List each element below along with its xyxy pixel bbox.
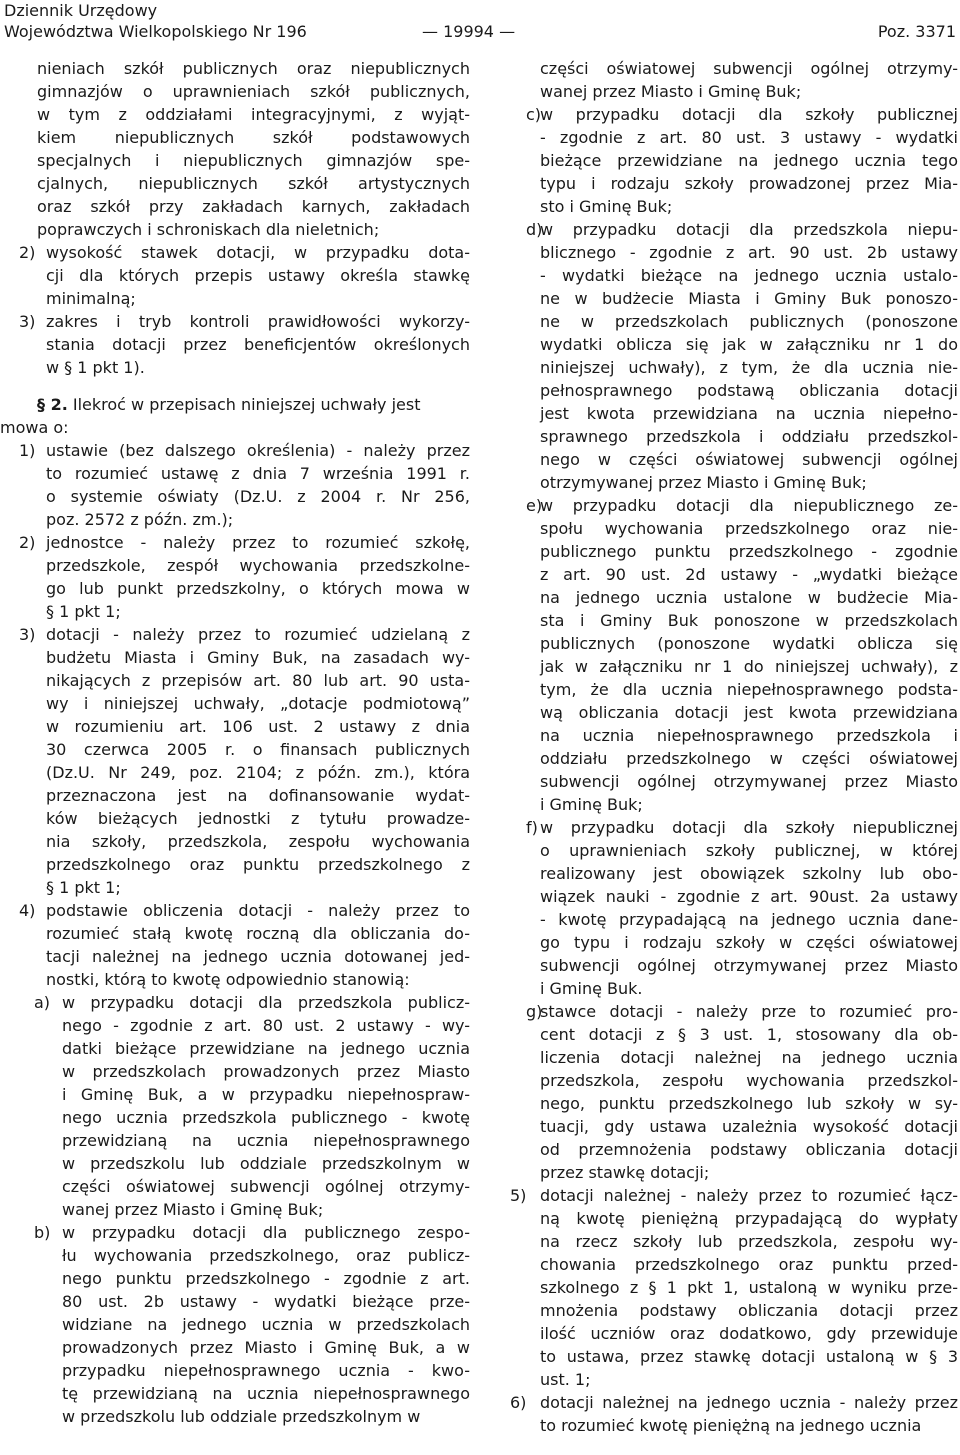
text-lines [540, 57, 958, 103]
text-line: w przypadku dotacji dla szkoły publicznej [540, 105, 958, 124]
text-line: realizowany jest obowiązek szkolny lub obo- [540, 864, 958, 883]
text-line: otrzymywanej przez Miasto i Gminę Buk; [540, 473, 867, 492]
item-letter: a) [34, 993, 51, 1012]
item-letter: f) [526, 818, 538, 837]
text-line: to ustawa, przez stawkę dotacji ustaloną w § 3 [540, 1347, 958, 1366]
text-line: nikających z przepisów art. 80 lub art. 90 usta- [46, 671, 470, 690]
text-line: sprawnego przedszkola i oddziału przedszkol- [540, 427, 958, 446]
item-letter: b) [34, 1223, 51, 1242]
text-lines [46, 241, 470, 310]
text-line: i Gminę Buk; [540, 795, 643, 814]
continued-item [500, 57, 958, 103]
text-line: wy i niniejszej uchwały, „dotacje podmiotową” [46, 694, 470, 713]
text-line: w przypadku dotacji dla publicznego zespo- [62, 1223, 470, 1242]
text-line: wą obliczania dotacji jest kwota przewidziana [540, 703, 958, 722]
text-line: na ucznia niepełnosprawnego przedszkola i [540, 726, 958, 745]
text-line: podstawie obliczenia dotacji - należy przez to [46, 901, 470, 920]
item-number: 2) [19, 243, 36, 262]
item-number: 3) [19, 625, 36, 644]
text-line: dotacji należnej - należy przez to rozumieć łącz- [540, 1186, 958, 1205]
text-line: ilość uczniów oraz dodatkowo, gdy przewiduje [540, 1324, 958, 1343]
item-letter: e) [526, 496, 543, 515]
text-lines [540, 1184, 958, 1391]
section-intro-cont: mowa o: [0, 418, 69, 437]
text-line: go typu i rodzaju szkoły w części oświatowej [540, 933, 958, 952]
text-line: nia szkoły, przedszkola, zespołu wychowania [46, 832, 470, 851]
text-line: części oświatowej subwencji ogólnej otrzymy- [62, 1177, 470, 1196]
text-line: blicznego - zgodnie z art. 90 ust. 2b ustawy [540, 243, 958, 262]
item-number: 6) [510, 1393, 527, 1412]
text-line: w tym z oddziałami integracyjnymi, z wyjąt- [37, 105, 470, 124]
text-line: (Dz.U. Nr 249, poz. 2104; z późn. zm.), która [46, 763, 470, 782]
text-line: poprawczych i schroniskach dla nieletnich; [37, 220, 380, 239]
text-line: tym, że dla ucznia niepełnosprawnego podsta- [540, 680, 958, 699]
text-line: stania dotacji przez beneficjentów określonych [46, 335, 470, 354]
text-line: przez stawkę dotacji; [540, 1163, 710, 1182]
text-line: przeznaczona jest na dofinansowanie wydat- [46, 786, 470, 805]
text-line: nostki, którą to kwotę odpowiednio stanowią: [46, 970, 410, 989]
item-letter: g) [526, 1002, 543, 1021]
definition-4 [0, 899, 470, 991]
text-line: ków bieżących jednostki z tytułu prowadze- [46, 809, 470, 828]
text-lines [46, 310, 470, 379]
item-number: 3) [19, 312, 36, 331]
text-line: subwencji ogólnej otrzymywanej przez Miasto [540, 956, 958, 975]
text-line: § 1 pkt 1; [46, 602, 121, 621]
text-line: przewidzianą na ucznia niepełnosprawnego [62, 1131, 470, 1150]
text-line: minimalną; [46, 289, 136, 308]
text-line: dotacji - należy przez to rozumieć udzielaną z [46, 625, 470, 644]
item-letter: d) [526, 220, 543, 239]
text-line: w przypadku dotacji dla przedszkola publicz- [62, 993, 470, 1012]
text-line: części oświatowej subwencji ogólnej otrzymy- [540, 59, 958, 78]
text-line: przedszkole, zespół wychowania przedszkolne- [46, 556, 470, 575]
definition-3 [0, 623, 470, 899]
text-line: rozumieć stałą kwotę roczną dla obliczania do- [46, 924, 470, 943]
text-line: w § 1 pkt 1). [46, 358, 145, 377]
text-lines [540, 218, 958, 494]
sub-item-b [0, 1221, 470, 1428]
text-line: wydatki oblicza się jak w załączniku nr 1 do [540, 335, 958, 354]
text-line: pełnosprawnego podstawą obliczania dotacji [540, 381, 958, 400]
text-lines [540, 1391, 958, 1437]
item-number: 5) [510, 1186, 527, 1205]
text-line: społu wychowania przedszkolnego oraz nie- [540, 519, 958, 538]
page-header [0, 0, 960, 42]
right-column [500, 57, 958, 1437]
text-lines [46, 623, 470, 899]
text-line: ne w przedszkolach publicznych (ponoszone [540, 312, 958, 331]
text-line: poz. 2572 z późn. zm.); [46, 510, 234, 529]
text-line: wanej przez Miasto i Gminę Buk; [540, 82, 802, 101]
text-line: to rozumieć ustawę z dnia 7 września 1991 r. [46, 464, 470, 483]
text-line: przedszkola, zespołu wychowania przedszkol- [540, 1071, 958, 1090]
text-line: jednostce - należy przez to rozumieć szkołę, [46, 533, 470, 552]
item-number: 2) [19, 533, 36, 552]
text-line: od przemnożenia podstawy obliczania dotacji [540, 1140, 958, 1159]
text-line: wanej przez Miasto i Gminę Buk; [62, 1200, 324, 1219]
sub-item-a [0, 991, 470, 1221]
definition-5 [500, 1184, 958, 1391]
item-number: 4) [19, 901, 36, 920]
text-line: specjalnych i niepublicznych gimnazjów spe- [37, 151, 470, 170]
text-line: mnożenia podstawy obliczania dotacji przez [540, 1301, 958, 1320]
text-line: sto i Gminę Buk; [540, 197, 673, 216]
journal-subtitle: Województwa Wielkopolskiego Nr 196 [4, 22, 307, 41]
text-lines [46, 439, 470, 531]
sub-item-c [500, 103, 958, 218]
text-line: tacji należnej na jednego ucznia dotowanej jed- [46, 947, 470, 966]
text-line: tę przewidzianą na ucznia niepełnosprawnego [62, 1384, 470, 1403]
text-line: go lub punkt przedszkolny, o których mowa w [46, 579, 470, 598]
text-line: nego, punktu przedszkolnego lub szkoły w sy- [540, 1094, 958, 1113]
text-line: oraz szkół przy zakładach karnych, zakładach [37, 197, 470, 216]
text-line: cent dotacji z § 3 ust. 1, stosowany dla ob- [540, 1025, 958, 1044]
text-line: w przedszkolu lub oddziale przedszkolnym w [62, 1154, 470, 1173]
sub-item-e [500, 494, 958, 816]
text-line: cjalnych, niepublicznych szkół artystycznych [37, 174, 470, 193]
sub-item-d [500, 218, 958, 494]
text-line: 80 ust. 2b ustawy - wydatki bieżące prze- [62, 1292, 470, 1311]
section-label: § 2. [37, 395, 68, 414]
text-line: oddziału przedszkolnego w części oświatowej [540, 749, 958, 768]
text-line: stawce dotacji - należy prze to rozumieć pro- [540, 1002, 958, 1021]
text-lines [46, 899, 470, 991]
list-item-3 [0, 310, 470, 379]
text-line: o uprawnieniach szkoły publicznej, w której [540, 841, 958, 860]
sub-item-g [500, 1000, 958, 1184]
text-lines [62, 1221, 470, 1428]
text-line: - zgodnie z art. 80 ust. 3 ustawy - wydatki [540, 128, 958, 147]
text-line: z art. 90 ust. 2d ustawy - „wydatki bieżące [540, 565, 958, 584]
left-column [0, 57, 470, 1428]
text-lines [540, 816, 958, 1000]
sub-item-f [500, 816, 958, 1000]
item-number: 1) [19, 441, 36, 460]
text-line: na rzecz szkoły lub przedszkola, zespołu wy- [540, 1232, 958, 1251]
definition-1 [0, 439, 470, 531]
text-line: gimnazjów o uprawnieniach szkół publicznych, [37, 82, 470, 101]
text-lines [540, 1000, 958, 1184]
text-line: łu wychowania przedszkolnego, oraz publicz- [62, 1246, 470, 1265]
position-number: Poz. 3371 [877, 22, 956, 41]
text-line: w rozumieniu art. 106 ust. 2 ustawy z dnia [46, 717, 470, 736]
text-line: nieniach szkół publicznych oraz niepublicznych [37, 59, 470, 78]
text-line: w przedszkolach prowadzonych przez Miasto [62, 1062, 470, 1081]
section-2 [0, 393, 470, 439]
text-line: typu i rodzaju szkoły prowadzonej przez Mia- [540, 174, 958, 193]
text-line: na jednego ucznia ustalone w budżecie Mia- [540, 588, 958, 607]
text-line: datki bieżące przewidziane na jednego ucznia [62, 1039, 470, 1058]
definition-6 [500, 1391, 958, 1437]
text-line: subwencji ogólnej otrzymywanej przez Miasto [540, 772, 958, 791]
text-line: w przypadku dotacji dla przedszkola niepu- [540, 220, 958, 239]
text-line: liczenia dotacji należnej na jednego ucznia [540, 1048, 958, 1067]
text-lines [540, 103, 958, 218]
text-line: niniejszej uchwały), z tym, że dla ucznia nie- [540, 358, 958, 377]
text-line: budżetu Miasta i Gminy Buk, na zasadach wy- [46, 648, 470, 667]
text-line: nego ucznia przedszkola publicznego - kwotę [62, 1108, 470, 1127]
text-line: jest kwota przewidziana na ucznia niepełno- [540, 404, 958, 423]
text-line: nego punktu przedszkolnego - zgodnie z art. [62, 1269, 470, 1288]
text-line: o systemie oświaty (Dz.U. z 2004 r. Nr 256, [46, 487, 470, 506]
text-line: § 1 pkt 1; [46, 878, 121, 897]
text-line: nego - zgodnie z art. 80 ust. 2 ustawy - wy- [62, 1016, 470, 1035]
text-line: cji dla których przepis ustawy określa stawkę [46, 266, 470, 285]
text-line: prowadzonych przez Miasto i Gminę Buk, a w [62, 1338, 470, 1357]
text-line: - wydatki bieżące na jednego ucznia ustalo- [540, 266, 958, 285]
text-lines [46, 531, 470, 623]
item-letter: c) [526, 105, 542, 124]
section-intro: Ilekroć w przepisach niniejszej uchwały jest [72, 395, 421, 414]
text-line: zakres i tryb kontroli prawidłowości wykorzy- [46, 312, 470, 331]
text-line: przedszkolnego oraz punktu przedszkolnego z [46, 855, 470, 874]
text-line: w przypadku dotacji dla niepublicznego ze- [540, 496, 958, 515]
text-line: tuacji, gdy ustawa uzależnia wysokość dotacji [540, 1117, 958, 1136]
text-line: publicznych (ponoszone wydatki oblicza się [540, 634, 958, 653]
text-line: wiązek nauki - zgodnie z art. 90ust. 2a ustawy [540, 887, 958, 906]
continued-item [0, 57, 470, 241]
text-line: szkolnego z § 1 pkt 1, ustaloną w wyniku prze- [540, 1278, 958, 1297]
text-line: przypadku niepełnosprawnego ucznia - kwo- [62, 1361, 470, 1380]
text-line: jak w załączniku nr 1 do niniejszej uchwały), z [540, 657, 958, 676]
text-line: sta i Gminy Buk ponoszone w przedszkolach [540, 611, 958, 630]
text-line: nego w części oświatowej subwencji ogólnej [540, 450, 958, 469]
text-line: i Gminę Buk, a w przypadku niepełnospraw- [62, 1085, 470, 1104]
text-line: 30 czerwca 2005 r. o finansach publicznych [46, 740, 470, 759]
text-line: dotacji należnej na jednego ucznia - należy przez [540, 1393, 958, 1412]
text-line: kiem niepublicznych szkół podstawowych [37, 128, 470, 147]
definition-2 [0, 531, 470, 623]
text-line: ne w budżecie Miasta i Gminy Buk ponoszo- [540, 289, 958, 308]
text-lines [62, 991, 470, 1221]
text-line: w przypadku dotacji dla szkoły niepublicznej [540, 818, 958, 837]
list-item-2 [0, 241, 470, 310]
text-line: publicznego punktu przedszkolnego - zgodnie [540, 542, 958, 561]
text-lines [540, 494, 958, 816]
text-lines [37, 57, 470, 241]
journal-title: Dziennik Urzędowy [4, 1, 158, 20]
text-line: chowania przedszkolnego oraz punktu przed- [540, 1255, 958, 1274]
text-line: w przedszkolu lub oddziale przedszkolnym w [62, 1407, 421, 1426]
text-line: ustawie (bez dalszego określenia) - należy przez [46, 441, 470, 460]
text-line: - kwotę przypadającą na jednego ucznia dane- [540, 910, 958, 929]
text-line: i Gminę Buk. [540, 979, 643, 998]
text-line: wysokość stawek dotacji, w przypadku dota- [46, 243, 470, 262]
text-line: to rozumieć kwotę pieniężną na jednego ucznia [540, 1416, 922, 1435]
text-line: ną kwotę pieniężną przypadającą do wypłaty [540, 1209, 958, 1228]
text-line: ust. 1; [540, 1370, 591, 1389]
page-number: — 19994 — [422, 22, 516, 41]
text-line: bieżące przewidziane na jednego ucznia tego [540, 151, 958, 170]
text-line: widziane na jednego ucznia w przedszkolach [62, 1315, 470, 1334]
